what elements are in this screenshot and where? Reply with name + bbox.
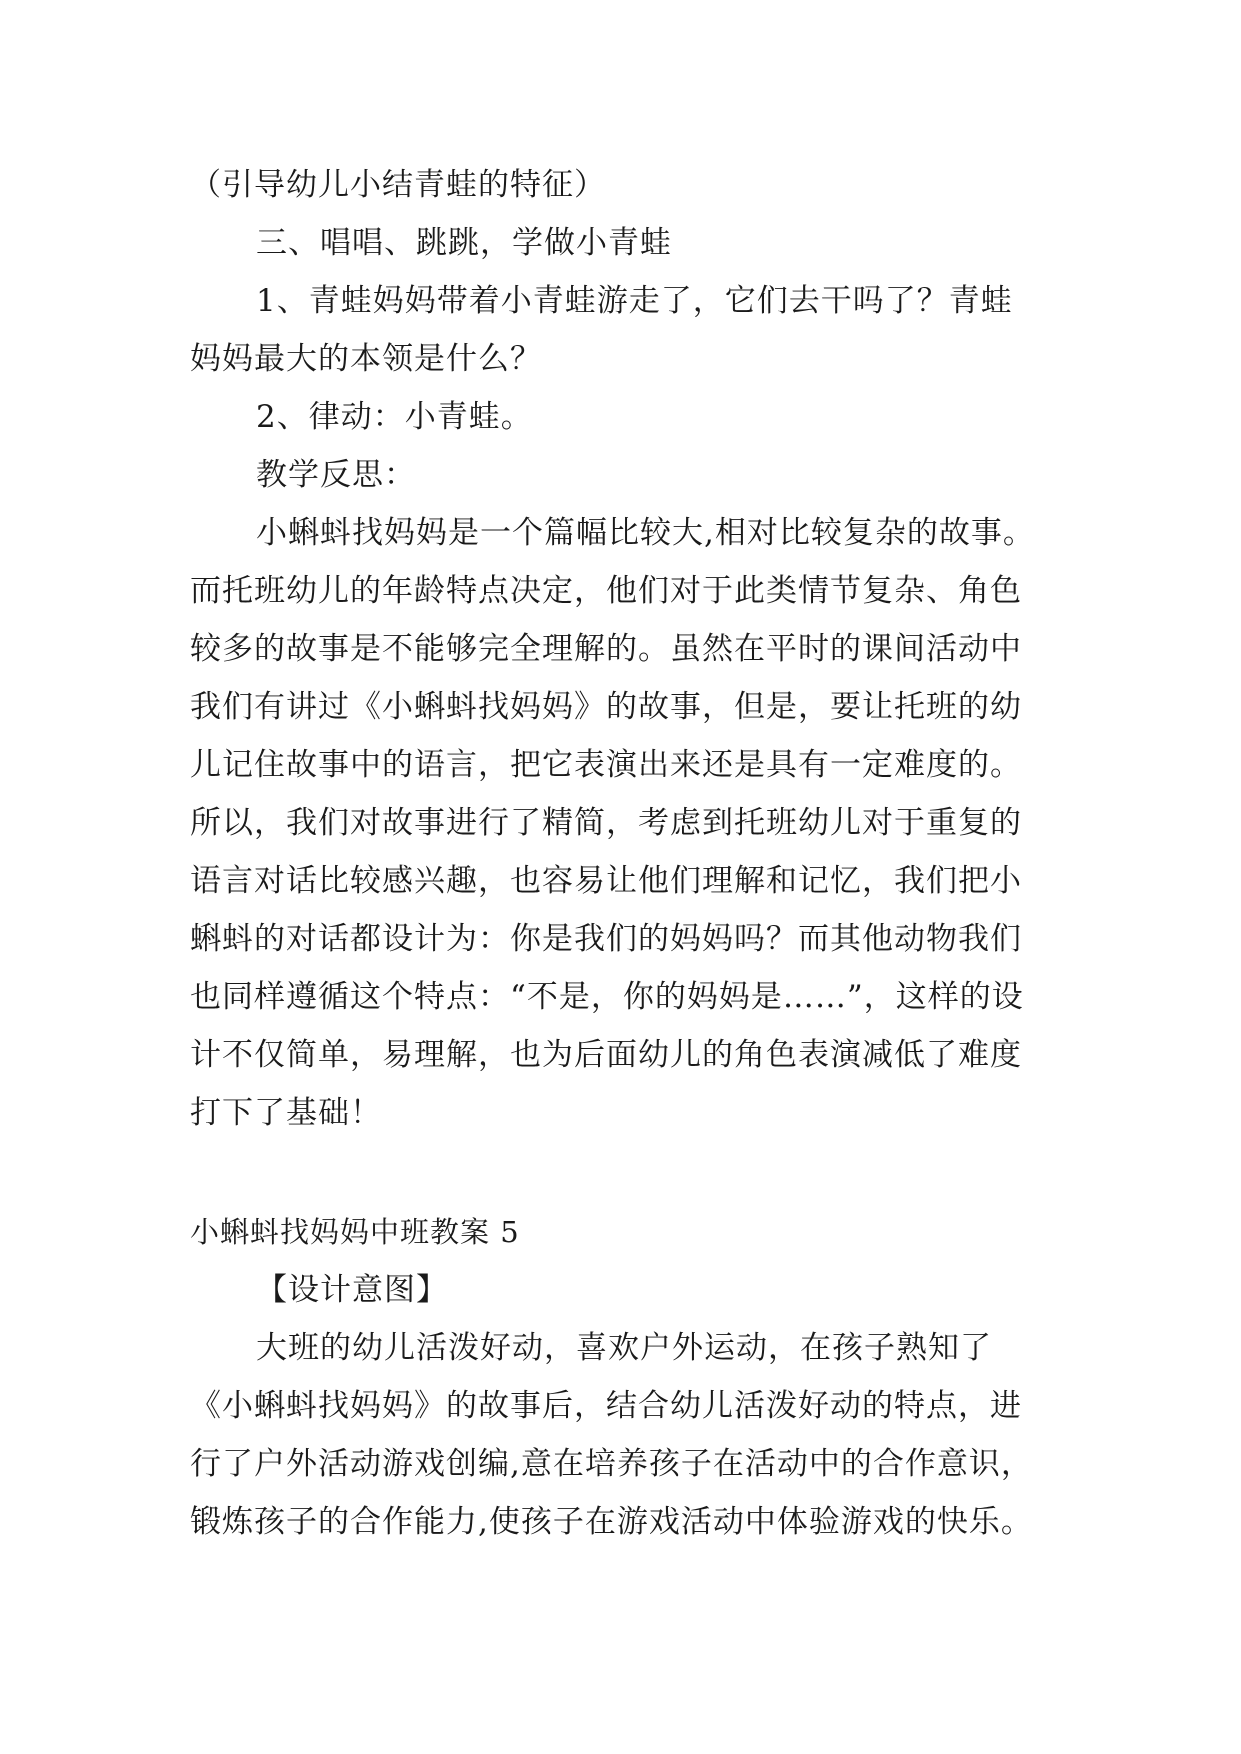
text-line: 锻炼孩子的合作能力,使孩子在游戏活动中体验游戏的快乐。: [190, 1504, 1033, 1540]
text-line: 打下了基础！: [190, 1095, 382, 1131]
text-line: 大班的幼儿活泼好动，喜欢户外运动，在孩子熟知了: [256, 1330, 992, 1366]
text-line: 语言对话比较感兴趣，也容易让他们理解和记忆，我们把小: [190, 863, 1022, 899]
text-line: 《小蝌蚪找妈妈》的故事后，结合幼儿活泼好动的特点，进: [190, 1388, 1022, 1424]
text-line: 较多的故事是不能够完全理解的。虽然在平时的课间活动中: [190, 631, 1022, 667]
text-line: 妈妈最大的本领是什么？: [190, 341, 542, 377]
text-line: 儿记住故事中的语言，把它表演出来还是具有一定难度的。: [190, 747, 1022, 783]
text-line: 2、律动：小青蛙。: [256, 399, 533, 435]
text-line: 我们有讲过《小蝌蚪找妈妈》的故事，但是，要让托班的幼: [190, 689, 1022, 725]
design-intent-heading: 【设计意图】: [256, 1272, 448, 1308]
section-heading: 三、唱唱、跳跳，学做小青蛙: [256, 225, 672, 261]
lesson-title: 小蝌蚪找妈妈中班教案 5: [190, 1215, 520, 1249]
text-line: 所以，我们对故事进行了精简，考虑到托班幼儿对于重复的: [190, 805, 1022, 841]
text-line: 行了户外活动游戏创编,意在培养孩子在活动中的合作意识，: [190, 1446, 1033, 1482]
text-line: （引导幼儿小结青蛙的特征）: [190, 167, 606, 203]
text-line: 计不仅简单，易理解，也为后面幼儿的角色表演减低了难度: [190, 1037, 1022, 1073]
text-line: 蝌蚪的对话都设计为：你是我们的妈妈吗？而其他动物我们: [190, 921, 1022, 957]
text-line: 也同样遵循这个特点：“不是，你的妈妈是……”，这样的设: [190, 979, 1024, 1015]
text-line: 小蝌蚪找妈妈是一个篇幅比较大,相对比较复杂的故事。: [256, 515, 1035, 551]
reflection-heading: 教学反思：: [256, 457, 416, 493]
text-line: 1、青蛙妈妈带着小青蛙游走了，它们去干吗了？青蛙: [256, 283, 1013, 319]
text-line: 而托班幼儿的年龄特点决定，他们对于此类情节复杂、角色: [190, 573, 1022, 609]
